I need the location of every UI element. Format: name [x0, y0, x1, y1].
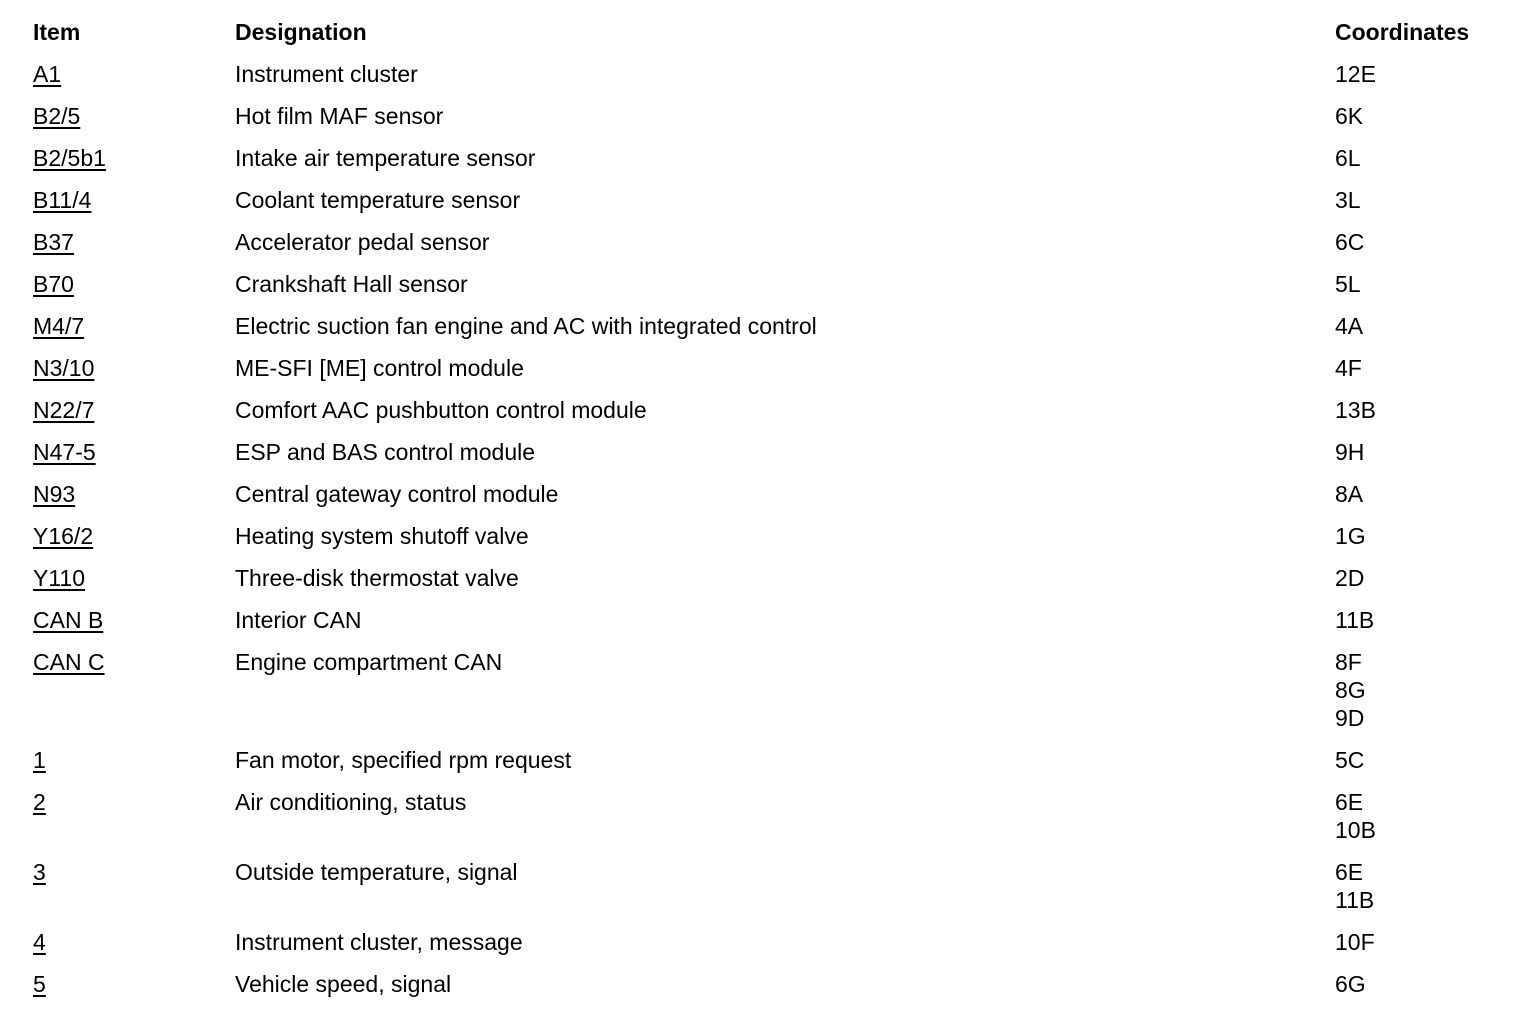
item-cell	[0, 522, 235, 564]
coordinates-cell	[1335, 928, 1520, 970]
coordinates-cell	[1335, 438, 1520, 480]
coordinates-cell	[1335, 970, 1520, 1012]
designation-cell: Air conditioning, status	[235, 789, 467, 815]
item-link[interactable]: Y110	[33, 565, 86, 591]
coordinate-value: 4A	[1335, 313, 1364, 339]
header-designation: Designation	[235, 19, 367, 45]
coordinates-cell	[1335, 354, 1520, 396]
coordinates-cell	[1335, 144, 1520, 186]
coordinate-value: 2D	[1335, 565, 1365, 591]
designation-cell: Three-disk thermostat valve	[235, 565, 519, 591]
coordinate-value: 8A	[1335, 481, 1364, 507]
item-link[interactable]: CAN C	[33, 649, 105, 675]
designation-cell: Central gateway control module	[235, 481, 559, 507]
table-row	[0, 102, 1520, 144]
coordinate-value: 11B	[1335, 887, 1375, 913]
item-cell	[0, 186, 235, 228]
designation-cell: Instrument cluster	[235, 61, 418, 87]
table-row	[0, 312, 1520, 354]
coordinate-value: 9H	[1335, 439, 1365, 465]
designation-cell: Intake air temperature sensor	[235, 145, 536, 171]
table-row	[0, 60, 1520, 102]
table-row	[0, 186, 1520, 228]
designation-cell: Accelerator pedal sensor	[235, 229, 490, 255]
coordinate-value: 5C	[1335, 747, 1365, 773]
coordinate-value: 5L	[1335, 271, 1361, 297]
item-link[interactable]: B37	[33, 229, 74, 255]
item-cell	[0, 928, 235, 970]
item-cell	[0, 564, 235, 606]
designation-cell: Fan motor, specified rpm request	[235, 747, 572, 773]
coordinates-cell	[1335, 788, 1520, 858]
item-link[interactable]: Y16/2	[33, 523, 94, 549]
coordinates-cell	[1335, 564, 1520, 606]
coordinates-cell	[1335, 312, 1520, 354]
designation-cell: Comfort AAC pushbutton control module	[235, 397, 647, 423]
item-cell	[0, 396, 235, 438]
coordinates-cell	[1335, 648, 1520, 746]
item-cell	[0, 606, 235, 648]
table-row	[0, 928, 1520, 970]
coordinate-value: 6E	[1335, 859, 1364, 885]
designation-cell: Instrument cluster, message	[235, 929, 523, 955]
coordinate-value: 10F	[1335, 929, 1375, 955]
coordinates-cell	[1335, 102, 1520, 144]
table-row	[0, 648, 1520, 746]
item-link[interactable]: N3/10	[33, 355, 95, 381]
coordinates-cell	[1335, 858, 1520, 928]
item-cell	[0, 970, 235, 1012]
item-link[interactable]: CAN B	[33, 607, 104, 633]
item-link[interactable]: 3	[33, 859, 46, 885]
item-cell	[0, 60, 235, 102]
item-link[interactable]: B11/4	[33, 187, 92, 213]
item-link[interactable]: 5	[33, 971, 46, 997]
coordinate-value: 4F	[1335, 355, 1362, 381]
item-cell	[0, 102, 235, 144]
table-row	[0, 522, 1520, 564]
coordinates-cell	[1335, 186, 1520, 228]
coordinate-value: 1G	[1335, 523, 1366, 549]
coordinates-cell	[1335, 606, 1520, 648]
item-cell	[0, 144, 235, 186]
item-link[interactable]: B2/5b1	[33, 145, 106, 171]
coordinate-value: 8F	[1335, 649, 1362, 675]
legend-body	[0, 60, 1520, 1012]
coordinates-cell	[1335, 480, 1520, 522]
header-coordinates: Coordinates	[1335, 19, 1470, 45]
item-link[interactable]: N93	[33, 481, 76, 507]
coordinate-value: 6L	[1335, 145, 1361, 171]
coordinate-value: 9D	[1335, 705, 1365, 731]
table-row	[0, 270, 1520, 312]
item-link[interactable]: B2/5	[33, 103, 81, 129]
designation-cell: Outside temperature, signal	[235, 859, 518, 885]
item-cell	[0, 312, 235, 354]
coordinates-cell	[1335, 60, 1520, 102]
designation-cell: Hot film MAF sensor	[235, 103, 444, 129]
item-link[interactable]: 1	[33, 747, 46, 773]
header-item: Item	[33, 19, 81, 45]
item-cell	[0, 354, 235, 396]
item-cell	[0, 270, 235, 312]
legend-table	[0, 18, 1520, 1012]
item-cell	[0, 228, 235, 270]
table-row	[0, 144, 1520, 186]
coordinates-cell	[1335, 270, 1520, 312]
item-cell	[0, 438, 235, 480]
table-row	[0, 746, 1520, 788]
designation-cell: ME-SFI [ME] control module	[235, 355, 524, 381]
table-row	[0, 970, 1520, 1012]
item-cell	[0, 746, 235, 788]
item-link[interactable]: 4	[33, 929, 46, 955]
table-row	[0, 858, 1520, 928]
designation-cell: Heating system shutoff valve	[235, 523, 529, 549]
table-row	[0, 228, 1520, 270]
coordinate-value: 8G	[1335, 677, 1366, 703]
table-row	[0, 396, 1520, 438]
designation-cell: Coolant temperature sensor	[235, 187, 521, 213]
coordinates-cell	[1335, 396, 1520, 438]
coordinate-value: 6K	[1335, 103, 1364, 129]
item-link[interactable]: A1	[33, 61, 62, 87]
designation-cell: Interior CAN	[235, 607, 362, 633]
item-cell	[0, 480, 235, 522]
designation-cell: Crankshaft Hall sensor	[235, 271, 468, 297]
table-row	[0, 354, 1520, 396]
coordinates-cell	[1335, 522, 1520, 564]
coordinate-value: 12E	[1335, 61, 1376, 87]
coordinate-value: 6C	[1335, 229, 1365, 255]
item-link[interactable]: 2	[33, 789, 46, 815]
table-row	[0, 438, 1520, 480]
table-row	[0, 564, 1520, 606]
coordinate-value: 13B	[1335, 397, 1376, 423]
item-link[interactable]: B70	[33, 271, 74, 297]
item-link[interactable]: N47-5	[33, 439, 96, 465]
item-link[interactable]: M4/7	[33, 313, 85, 339]
designation-cell: Vehicle speed, signal	[235, 971, 452, 997]
item-cell	[0, 788, 235, 858]
header-row	[0, 18, 1520, 60]
table-row	[0, 788, 1520, 858]
coordinate-value: 10B	[1335, 817, 1376, 843]
designation-cell: Engine compartment CAN	[235, 649, 503, 675]
table-row	[0, 480, 1520, 522]
item-link[interactable]: N22/7	[33, 397, 95, 423]
item-cell	[0, 858, 235, 928]
designation-cell: Electric suction fan engine and AC with integrated control	[235, 313, 817, 339]
designation-cell: ESP and BAS control module	[235, 439, 536, 465]
coordinate-value: 6E	[1335, 789, 1364, 815]
table-row	[0, 606, 1520, 648]
coordinate-value: 3L	[1335, 187, 1361, 213]
coordinates-cell	[1335, 228, 1520, 270]
coordinate-value: 6G	[1335, 971, 1366, 997]
coordinates-cell	[1335, 746, 1520, 788]
coordinate-value: 11B	[1335, 607, 1375, 633]
item-cell	[0, 648, 235, 746]
